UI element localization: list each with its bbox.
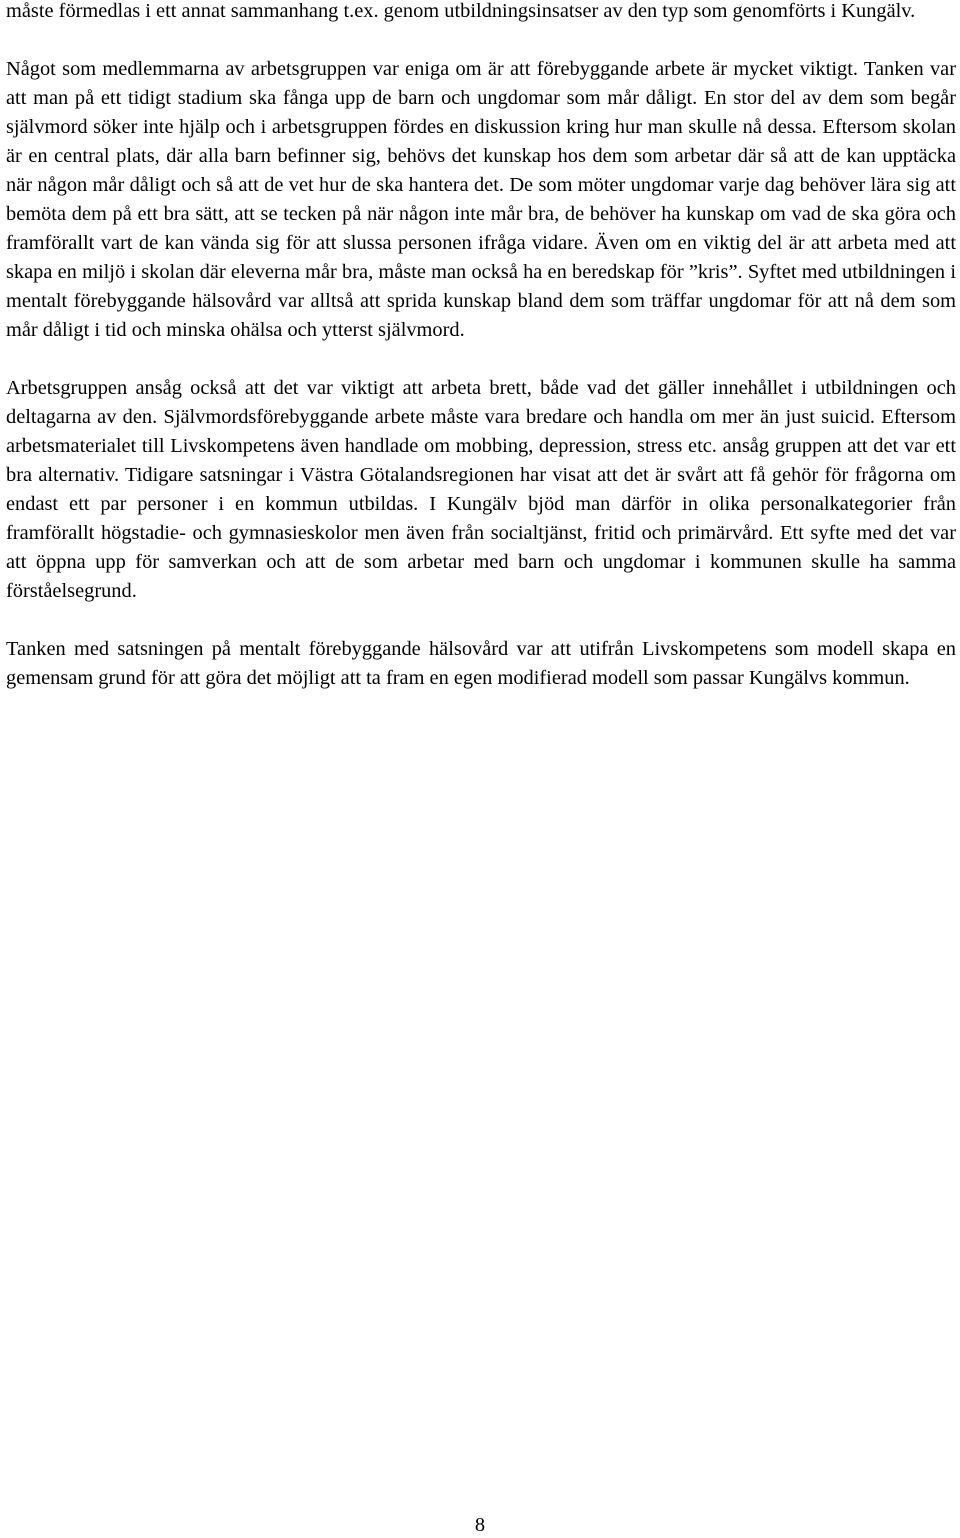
- paragraph: Arbetsgruppen ansåg också att det var viktigt att arbeta brett, både vad det gäller innehållet i utbildningen och deltagarna av den. Självmordsförebyggande arbete måste vara bredare och handla om mer än just suicid. Eftersom arbetsmaterialet till Livskompetens även handlade om mobbing, depression, stress etc. ansåg gruppen att det var ett bra alternativ. Tidigare satsningar i Västra Götalandsregionen har visat att det är svårt att få gehör för frågorna om endast ett par personer i en kommun utbildas. I Kungälv bjöd man därför in olika personalkategorier från framförallt högstadie- och gymnasieskolor men även från socialtjänst, fritid och primärvård. Ett syfte med det var att öppna upp för samverkan och att de som arbetar med barn och ungdomar i kommunen skulle ha samma förståelsegrund.: [6, 377, 956, 602]
- body-text: [6, 0, 956, 693]
- page-number: 8: [474, 1514, 486, 1536]
- paragraph: måste förmedlas i ett annat sammanhang t.ex. genom utbildningsinsatser av den typ som genomförts i Kungälv.: [6, 0, 916, 22]
- page-number-container: [0, 1512, 960, 1538]
- paragraph: Tanken med satsningen på mentalt förebyggande hälsovård var att utifrån Livskompetens som modell skapa en gemensam grund för att göra det möjligt att ta fram en egen modifierad modell som passar Kungälvs kommun.: [6, 638, 956, 689]
- paragraph: Något som medlemmarna av arbetsgruppen var eniga om är att förebyggande arbete är mycket viktigt. Tanken var att man på ett tidigt stadium ska fånga upp de barn och ungdomar som mår dåligt. En stor del av dem som begår självmord söker inte hjälp och i arbetsgruppen fördes en diskussion kring hur man skulle nå dessa. Eftersom skolan är en central plats, där alla barn befinner sig, behövs det kunskap hos dem som arbetar där så att de kan upptäcka när någon mår dåligt och så att de vet hur de ska hantera det. De som möter ungdomar varje dag behöver lära sig att bemöta dem på ett bra sätt, att se tecken på när någon inte mår bra, de behöver ha kunskap om vad de ska göra och framförallt vart de kan vända sig för att slussa personen ifråga vidare. Även om en viktig del är att arbeta med att skapa en miljö i skolan där eleverna mår bra, måste man också ha en beredskap för ”kris”. Syftet med utbildningen i mentalt förebyggande hälsovård var alltså att sprida kunskap bland dem som träffar ungdomar för att nå dem som mår dåligt i tid och minska ohälsa och ytterst självmord.: [6, 58, 956, 341]
